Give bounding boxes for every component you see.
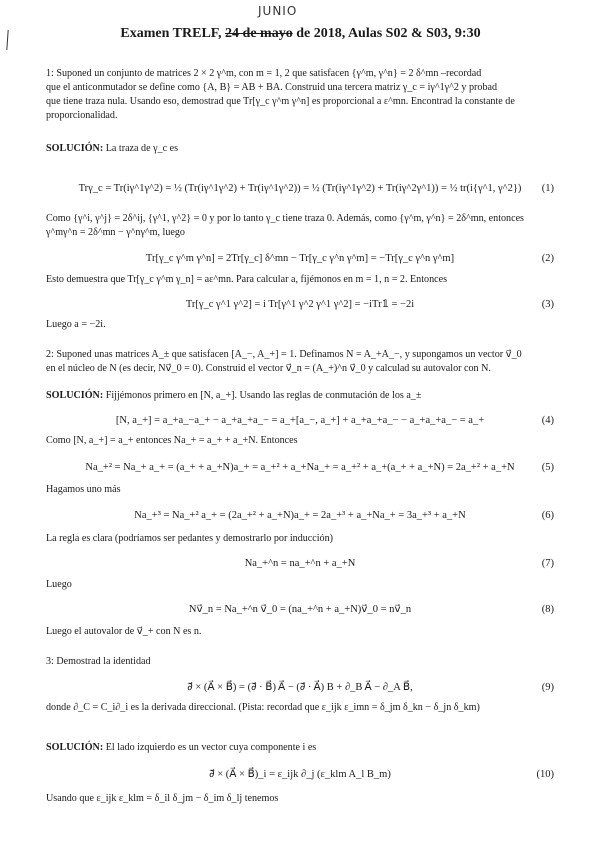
- solution-1-text-1: Como {γ^i, γ^j} = 2δ^ij, {γ^1, γ^2} = 0 y por lo tanto γ_c tiene traza 0. Además, como {γ^m, γ^n} = 2δ^mn, entonces: [46, 213, 524, 224]
- equation-5-number: (5): [541, 462, 554, 473]
- solution-2-text-4: Luego: [46, 579, 72, 590]
- problem-3-question: 3: Demostrad la identidad: [46, 656, 151, 667]
- equation-4-body: [N, a_+] = a_+a_−a_+ − a_+a_+a_− = a_+[a_−, a_+] + a_+a_+a_− − a_+a_+a_− = a_+: [115, 415, 485, 426]
- equation-2-body: Tr[γ_c γ^m γ^n] = 2Tr[γ_c] δ^mn − Tr[γ_c γ^n γ^m] = −Tr[γ_c γ^n γ^m]: [145, 253, 455, 264]
- solution-3-intro: [46, 741, 554, 755]
- solution-1-conclusion: Luego a = −2i.: [46, 319, 106, 330]
- title-struck-date: 24 de mayo: [225, 26, 293, 41]
- equation-7-number: (7): [541, 558, 554, 569]
- equation-5-body: Na_+² = Na_+ a_+ = (a_+ + a_+N)a_+ = a_+² + a_+Na_+ = a_+² + a_+(a_+ + a_+N) = 2a_+² + a_+N: [85, 462, 515, 473]
- solution-2-intro-text: Fijjémonos primero en [N, a_+]. Usando las reglas de conmutación de los a_±: [103, 390, 422, 401]
- solution-2-conclusion: Luego el autovalor de v⃗_+ con N es n.: [46, 626, 202, 637]
- equation-10-body: ∂⃗ × (A⃗ × B⃗)_i = ε_ijk ∂_j (ε_klm A_l B_m): [209, 769, 391, 780]
- problem-3-hint: donde ∂_C = C_i∂_i es la derivada direccional. (Pista: recordad que ε_ijk ε_imn = δ_jm δ_kn − δ_jn δ_km): [46, 702, 480, 713]
- solution-3-text-1: Usando que ε_ijk ε_klm = δ_il δ_jm − δ_im δ_lj tenemos: [46, 793, 279, 804]
- equation-4-number: (4): [541, 415, 554, 426]
- equation-2-number: (2): [541, 253, 554, 264]
- equation-7-body: Na_+^n = na_+^n + a_+N: [244, 558, 356, 569]
- solution-2-text-1: Como [N, a_+] = a_+ entonces Na_+ = a_+ + a_+N. Entonces: [46, 435, 298, 446]
- solution-2-text-3: La regla es clara (podríamos ser pedantes y demostrarlo por inducción): [46, 533, 334, 544]
- equation-1-body: Trγ_c = Tr(iγ^1γ^2) = ½ (Tr(iγ^1γ^2) + Tr(iγ^1γ^2)) = ½ (Tr(iγ^1γ^2) + Tr(iγ^2γ^1)) = ½ tr(i{γ^1, γ^2}): [78, 183, 522, 194]
- equation-3-body: Tr[γ_c γ^1 γ^2] = i Tr[γ^1 γ^2 γ^1 γ^2] = −iTr𝟙 = −2i: [185, 299, 415, 310]
- title-start: Examen TRELF,: [120, 26, 226, 41]
- equation-6-body: Na_+³ = Na_+² a_+ = (2a_+² + a_+N)a_+ = 2a_+³ + a_+Na_+ = 3a_+³ + a_+N: [134, 510, 466, 521]
- equation-10-number: (10): [536, 769, 554, 780]
- equation-8-number: (8): [541, 604, 554, 615]
- solution-1-intro-text: La traza de γ_c es: [103, 143, 179, 154]
- problem-1-line-1: 1: Suponed un conjunto de matrices 2 × 2 γ^m, con m = 1, 2 que satisfacen {γ^m, γ^n} = 2 δ^mn –recordad: [46, 68, 482, 79]
- solution-label: SOLUCIÓN:: [46, 390, 104, 401]
- solution-3-intro-text: El lado izquierdo es un vector cuya componente i es: [103, 742, 317, 753]
- equation-9-number: (9): [541, 682, 554, 693]
- solution-1-text-2: γ^mγ^n = 2δ^mn − γ^nγ^m, luego: [46, 227, 185, 238]
- solution-2-text-2: Hagamos uno más: [46, 484, 121, 495]
- equation-8-body: Nv⃗_n = Na_+^n v⃗_0 = (na_+^n + a_+N)v⃗_0 = nv⃗_n: [188, 604, 412, 615]
- solution-label: SOLUCIÓN:: [46, 742, 104, 753]
- page-title: [0, 26, 601, 42]
- equation-1-number: (1): [541, 183, 554, 194]
- solution-1-text-3: Esto demuestra que Tr[γ_c γ^m γ_n] = aε^mn. Para calcular a, fijémonos en m = 1, n = 2. Entonces: [46, 274, 448, 285]
- problem-1-line-3: que tiene traza nula. Usando eso, demostrad que Tr[γ_c γ^m γ^n] es proporcional a ε^mn. Encontrad la constante de: [46, 96, 515, 107]
- solution-1-intro: [46, 142, 554, 156]
- equation-3-number: (3): [541, 299, 554, 310]
- problem-1-line-4: proporcionalidad.: [46, 110, 118, 121]
- title-end: de 2018, Aulas S02 & S03, 9:30: [292, 26, 481, 41]
- handwritten-note: JUNIO: [258, 4, 298, 18]
- solution-label: SOLUCIÓN:: [46, 143, 104, 154]
- equation-9-body: ∂⃗ × (A⃗ × B⃗) = (∂⃗ · B⃗) A⃗ − (∂⃗ · A⃗) B + ∂_B A⃗ − ∂_A B⃗,: [187, 682, 413, 693]
- equation-6-number: (6): [541, 510, 554, 521]
- problem-2-line-2: en el núcleo de N (es decir, Nv⃗_0 = 0). Construid el vector v⃗_n = (A_+)^n v⃗_0 y calculad su autovalor con N.: [46, 363, 491, 374]
- solution-2-intro: [46, 389, 554, 403]
- problem-1-line-2: que el anticonmutador se define como {A, B} = AB + BA. Construid una tercera matriz γ_c = iγ^1γ^2 y probad: [46, 82, 498, 93]
- problem-2-line-1: 2: Suponed unas matrices A_± que satisfacen [A_−, A_+] = 1. Definamos N = A_+A_−, y supongamos un vector v⃗_0: [46, 349, 522, 360]
